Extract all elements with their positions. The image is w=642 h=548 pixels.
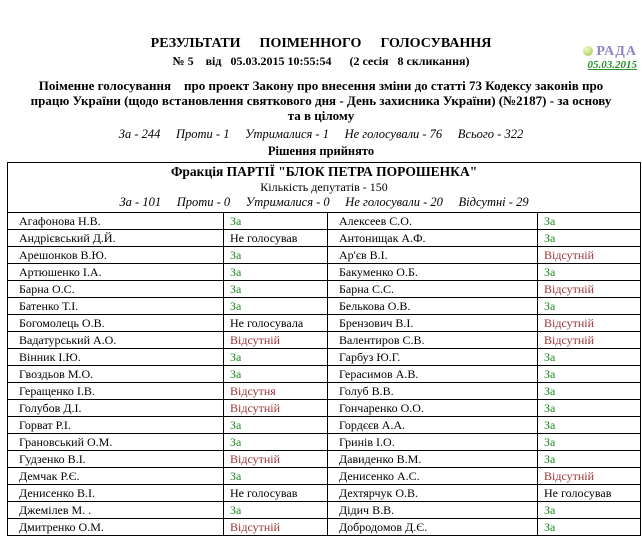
deputy-vote: Відсутній <box>538 315 641 332</box>
rada-logo-icon <box>583 46 593 56</box>
session-line: № 5 від 05.03.2015 10:55:54 (2 сесія 8 скликання) <box>172 54 470 68</box>
deputy-vote: Не голосувала <box>224 315 328 332</box>
deputy-name: Гончаренко О.О. <box>328 400 538 417</box>
deputy-vote: За <box>224 502 328 519</box>
deputy-name: Джемілев М. . <box>8 502 224 519</box>
deputy-name: Антонищак А.Ф. <box>328 230 538 247</box>
deputy-name: Денисенко В.І. <box>8 485 224 502</box>
table-row <box>8 383 641 400</box>
deputy-vote: За <box>224 298 328 315</box>
deputy-vote: За <box>224 281 328 298</box>
deputy-name: Гудзенко В.І. <box>8 451 224 468</box>
deputy-name: Дмитренко О.М. <box>8 519 224 536</box>
faction-name: Фракція ПАРТІЇ "БЛОК ПЕТРА ПОРОШЕНКА" <box>170 164 478 179</box>
deputy-name: Барна С.С. <box>328 281 538 298</box>
vote-description: Поіменне голосування про проект Закону про внесення зміни до статті 73 Кодексу законів про працю України (щодо встановлення святкового дня - День захисника України) (№2187) - за основу та в цілому <box>30 78 615 123</box>
deputy-vote: Відсутній <box>538 468 641 485</box>
deputy-vote: Не голосував <box>224 485 328 502</box>
deputy-name: Горват Р.І. <box>8 417 224 434</box>
table-row <box>8 434 641 451</box>
faction-totals: За - 101 Проти - 0 Утрималися - 0 Не голосували - 20 Відсутні - 29 <box>119 195 529 209</box>
deputy-name: Геращенко І.В. <box>8 383 224 400</box>
deputy-name: Грановський О.М. <box>8 434 224 451</box>
table-row <box>8 213 641 230</box>
deputy-name: Богомолець О.В. <box>8 315 224 332</box>
table-row <box>8 264 641 281</box>
deputy-name: Добродомов Д.Є. <box>328 519 538 536</box>
deputy-name: Алексеев С.О. <box>328 213 538 230</box>
deputy-name: Гарбуз Ю.Г. <box>328 349 538 366</box>
deputy-vote: За <box>538 213 641 230</box>
deputy-vote: За <box>538 434 641 451</box>
table-row <box>8 400 641 417</box>
deputy-vote: Відсутній <box>538 332 641 349</box>
deputy-name: Гвоздьов М.О. <box>8 366 224 383</box>
deputy-vote: Відсутній <box>224 400 328 417</box>
deputy-vote: За <box>224 247 328 264</box>
deputy-vote: За <box>538 264 641 281</box>
deputies-table <box>7 162 641 536</box>
table-row <box>8 468 641 485</box>
deputy-name: Демчак Р.Є. <box>8 468 224 485</box>
deputy-vote: За <box>538 298 641 315</box>
faction-header-row <box>8 163 641 213</box>
overall-totals: За - 244 Проти - 1 Утрималися - 1 Не голосували - 76 Всього - 322 <box>118 127 524 141</box>
deputy-name: Вадатурський А.О. <box>8 332 224 349</box>
deputy-name: Гордєєв А.А. <box>328 417 538 434</box>
table-row <box>8 519 641 536</box>
deputy-name: Артюшенко І.А. <box>8 264 224 281</box>
table-row <box>8 417 641 434</box>
deputy-vote: За <box>538 417 641 434</box>
deputy-name: Давиденко В.М. <box>328 451 538 468</box>
deputy-name: Валентиров С.В. <box>328 332 538 349</box>
deputy-name: Брензович В.І. <box>328 315 538 332</box>
deputy-vote: За <box>224 468 328 485</box>
deputy-vote: За <box>538 451 641 468</box>
deputy-name: Бакуменко О.Б. <box>328 264 538 281</box>
deputy-vote: За <box>224 366 328 383</box>
faction-deputies-count: Кількість депутатів - 150 <box>260 180 388 194</box>
deputy-name: Дехтярчук О.В. <box>328 485 538 502</box>
deputy-name: Ар'єв В.І. <box>328 247 538 264</box>
table-row <box>8 247 641 264</box>
table-row <box>8 485 641 502</box>
table-row <box>8 298 641 315</box>
deputy-vote: За <box>224 213 328 230</box>
deputy-vote: Відсутній <box>224 332 328 349</box>
table-row <box>8 451 641 468</box>
voting-results-page <box>0 36 642 548</box>
deputy-vote: Відсутній <box>224 519 328 536</box>
deputy-vote: Не голосував <box>224 230 328 247</box>
deputy-vote: Не голосував <box>538 485 641 502</box>
table-row <box>8 315 641 332</box>
deputy-name: Агафонова Н.В. <box>8 213 224 230</box>
deputy-vote: Відсутній <box>224 451 328 468</box>
deputy-vote: За <box>538 519 641 536</box>
rada-date-link[interactable]: 05.03.2015 <box>587 58 637 71</box>
table-row <box>8 349 641 366</box>
deputy-vote: За <box>538 502 641 519</box>
deputy-vote: За <box>224 417 328 434</box>
deputies-table-body <box>8 213 641 536</box>
deputy-vote: За <box>224 349 328 366</box>
deputy-name: Герасимов А.В. <box>328 366 538 383</box>
deputy-name: Денисенко А.С. <box>328 468 538 485</box>
deputy-name: Андрієвський Д.Й. <box>8 230 224 247</box>
deputy-name: Барна О.С. <box>8 281 224 298</box>
deputy-name: Голуб В.В. <box>328 383 538 400</box>
deputy-vote: Відсутній <box>538 247 641 264</box>
rada-logo-text: РАДА <box>596 43 637 59</box>
table-row <box>8 366 641 383</box>
deputy-vote: За <box>224 434 328 451</box>
deputy-name: Голубов Д.І. <box>8 400 224 417</box>
deputy-vote: За <box>538 230 641 247</box>
deputy-name: Батенко Т.І. <box>8 298 224 315</box>
table-row <box>8 281 641 298</box>
page-title: РЕЗУЛЬТАТИ ПОІМЕННОГО ГОЛОСУВАННЯ <box>150 36 492 51</box>
deputy-name: Арешонков В.Ю. <box>8 247 224 264</box>
decision-status: Рішення прийнято <box>267 144 375 158</box>
rada-logo <box>583 44 637 72</box>
deputy-name: Дідич В.В. <box>328 502 538 519</box>
deputy-name: Белькова О.В. <box>328 298 538 315</box>
deputy-vote: Відсутній <box>538 281 641 298</box>
deputy-vote: Відсутня <box>224 383 328 400</box>
deputy-vote: За <box>538 400 641 417</box>
deputy-vote: За <box>538 383 641 400</box>
table-row <box>8 332 641 349</box>
deputy-name: Вінник І.Ю. <box>8 349 224 366</box>
deputy-vote: За <box>538 366 641 383</box>
deputy-vote: За <box>224 264 328 281</box>
faction-header-cell <box>8 163 641 213</box>
deputy-name: Гринів І.О. <box>328 434 538 451</box>
table-row <box>8 502 641 519</box>
table-row <box>8 230 641 247</box>
deputy-vote: За <box>538 349 641 366</box>
